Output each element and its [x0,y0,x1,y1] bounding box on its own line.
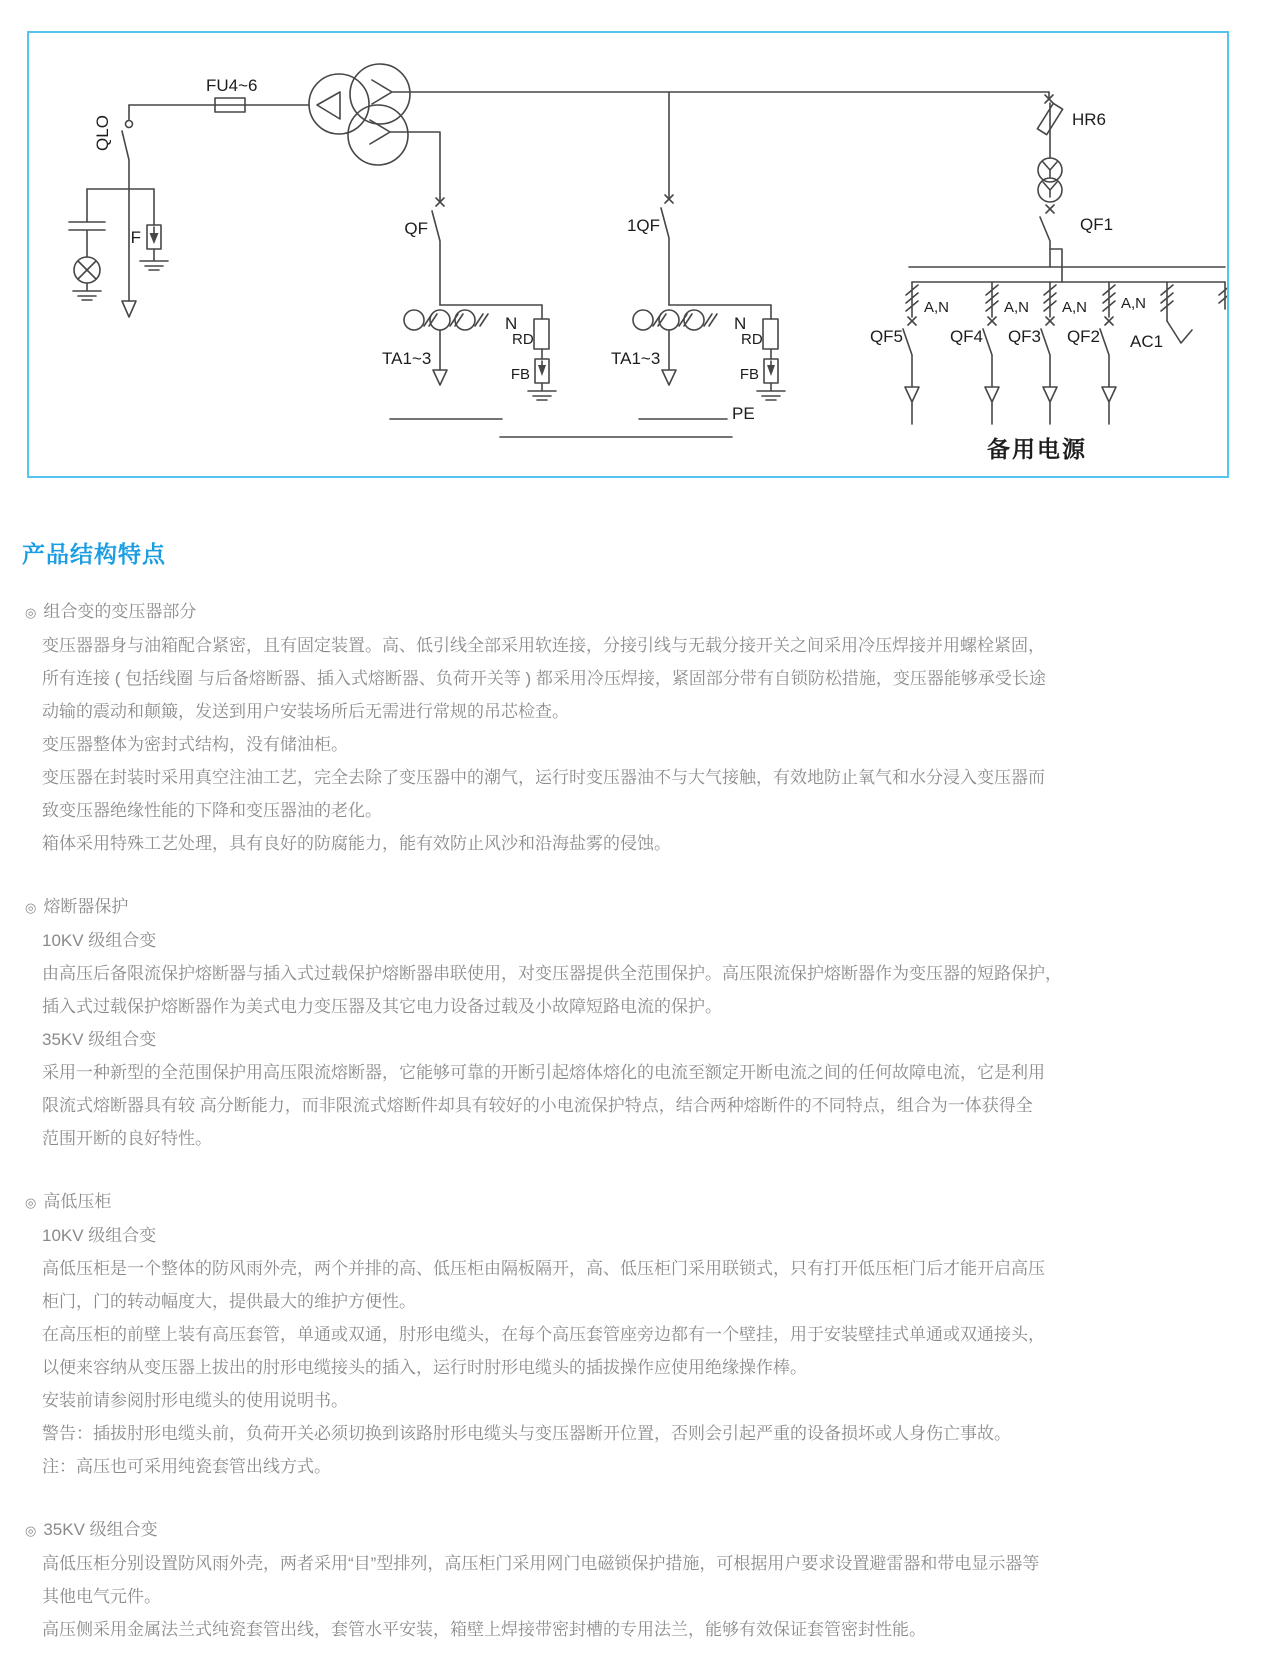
label-qf3: QF3 [1007,327,1041,346]
bullet-icon: ◎ [25,605,37,620]
section-body [42,924,1221,1155]
section-title [25,595,1221,629]
text-line: 变压器器身与油箱配合紧密，且有固定装置。高、低引线全部采用软连接，分接引线与无载分接开关之间采用冷压焊接并用螺栓紧固， [42,636,1045,655]
feature-sections [25,595,1221,1646]
text-line: 插入式过载保护熔断器作为美式电力变压器及其它电力设备过载及小故障短路电流的保护。 [42,997,722,1016]
label-an-3: A,N [1062,299,1088,316]
label-fb-a: FB [510,366,530,383]
text-line: 变压器整体为密封式结构，没有储油柜。 [42,735,348,754]
section-body [42,1219,1221,1483]
label-backup-power: 备用电源 [987,436,1087,462]
label-ac1: AC1 [1130,332,1164,351]
bullet-icon: ◎ [25,1195,37,1210]
label-qf2: QF2 [1066,327,1100,346]
label-fb-b: FB [739,366,759,383]
label-hr6: HR6 [1072,110,1107,129]
text-line: 高压侧采用金属法兰式纯瓷套管出线，套管水平安装，箱壁上焊接带密封槽的专用法兰，能够有效保证套管密封性能。 [42,1620,926,1639]
bullet-icon: ◎ [25,900,37,915]
text-line: 以便来容纳从变压器上拔出的肘形电缆接头的插入，运行时肘形电缆头的插拔操作应使用绝缘操作棒。 [42,1358,807,1377]
section-fuse-protection [25,890,1221,1155]
section-transformer-part [25,595,1221,860]
section-body [42,1547,1221,1646]
label-an-1: A,N [924,299,950,316]
label-n-b: N [734,314,747,333]
section-title-text: 35KV 级组合变 [43,1520,158,1539]
text-line: 10KV 级组合变 [42,931,157,950]
circuit-diagram-box [27,31,1229,478]
text-line: 注：高压也可采用纯瓷套管出线方式。 [42,1457,331,1476]
text-line: 范围开断的良好特性。 [42,1129,212,1148]
text-line: 致变压器绝缘性能的下降和变压器油的老化。 [42,801,382,820]
text-line: 柜门，门的转动幅度大，提供最大的维护方便性。 [42,1292,416,1311]
section-35kv-combined [25,1513,1221,1646]
text-line: 在高压柜的前壁上装有高压套管，单通或双通，肘形电缆头，在每个高压套管座旁边都有一个壁挂，用于安装壁挂式单通或双通接头， [42,1325,1045,1344]
hv-incoming-line [129,98,309,112]
text-line: 变压器在封装时采用真空注油工艺，完全去除了变压器中的潮气，运行时变压器油不与大气接触，有效地防止氧气和水分浸入变压器而 [42,768,1045,787]
text-line: 10KV 级组合变 [42,1226,157,1245]
section-title-text: 熔断器保护 [43,897,129,916]
feeder-qf-branch [390,132,556,419]
label-rd-b: RD [741,331,763,348]
text-line: 其他电气元件。 [42,1587,161,1606]
section-title [25,890,1221,924]
circuit-diagram [29,33,1227,476]
disconnect-qlo-branch [69,105,168,317]
label-qlo: QLO [93,115,112,151]
text-line: 高低压柜分别设置防风雨外壳，两者采用“目”型排列，高压柜门采用网门电磁锁保护措施，可根据用户要求设置避雷器和带电显示器等 [42,1554,1040,1573]
label-an-2: A,N [1004,299,1030,316]
text-line: 箱体采用特殊工艺处理，具有良好的防腐能力，能有效防止风沙和沿海盐雾的侵蚀。 [42,834,671,853]
text-line: 动输的震动和颠簸，发送到用户安装场所后无需进行常规的吊芯检查。 [42,702,569,721]
label-qf5: QF5 [869,327,903,346]
section-hv-lv-cabinet [25,1185,1221,1483]
page-title: 产品结构特点 [22,541,166,567]
label-f: F [130,228,141,247]
text-line: 所有连接 ( 包括线圈 与后备熔断器、插入式熔断器、负荷开关等 ) 都采用冷压焊接，紧固部分带有自锁防松措施，变压器能够承受长途 [42,669,1046,688]
section-body [42,629,1221,860]
backup-supply-branch [903,92,1227,424]
text-line: 安装前请参阅肘形电缆头的使用说明书。 [42,1391,348,1410]
label-n-a: N [505,314,518,333]
label-ta13-b: TA1~3 [611,349,661,368]
section-title [25,1185,1221,1219]
label-ta13-a: TA1~3 [382,349,432,368]
section-title-text: 组合变的变压器部分 [43,602,197,621]
label-1qf: 1QF [626,216,660,235]
text-line: 由高压后备限流保护熔断器与插入式过载保护熔断器串联使用，对变压器提供全范围保护。高压限流保护熔断器作为变压器的短路保护， [42,964,1062,983]
label-fu4-6: FU4~6 [206,76,258,95]
text-line: 高低压柜是一个整体的防风雨外壳，两个并排的高、低压柜由隔板隔开，高、低压柜门采用联锁式，只有打开低压柜门后才能开启高压 [42,1259,1045,1278]
text-line: 限流式熔断器具有较 高分断能力，而非限流式熔断件却具有较好的小电流保护特点，结合两种熔断件的不同特点，组合为一体获得全 [42,1096,1033,1115]
label-an-4: A,N [1121,295,1147,312]
content-area [0,478,1266,1653]
label-rd-a: RD [512,331,534,348]
section-title [25,1513,1221,1547]
text-line: 警告：插拔肘形电缆头前，负荷开关必须切换到该路肘形电缆头与变压器断开位置，否则会引起严重的设备损坏或人身伤亡事故。 [42,1424,1011,1443]
label-qf: QF [404,219,428,238]
text-line: 采用一种新型的全范围保护用高压限流熔断器，它能够可靠的开断引起熔体熔化的电流至额定开断电流之间的任何故障电流，它是利用 [42,1063,1045,1082]
diagram-labels [93,76,1163,462]
section-title-text: 高低压柜 [43,1192,112,1211]
label-qf4: QF4 [949,327,983,346]
text-line: 35KV 级组合变 [42,1030,157,1049]
transformer-symbol [309,64,410,165]
label-qf1: QF1 [1080,215,1114,234]
bullet-icon: ◎ [25,1523,37,1538]
label-pe: PE [732,404,755,423]
